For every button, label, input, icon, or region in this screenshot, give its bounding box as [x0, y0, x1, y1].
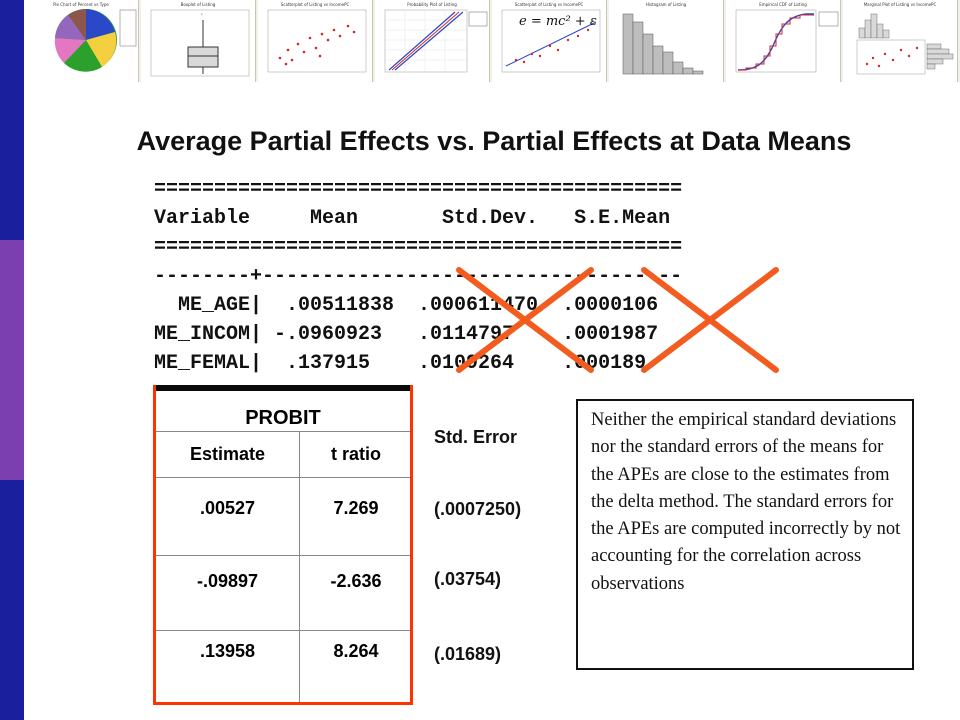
note-box: Neither the empirical standard deviations nor the standard errors of the means for the APEs are close to the estimates from the delta method. The standard errors for the APEs are computed incorrectly by not accounting for the correlation across observations: [576, 399, 914, 670]
thumbnail-empirical-cdf: [726, 0, 841, 82]
std-error-value: (.0007250): [434, 499, 522, 519]
thumbnail-caption: Empirical CDF of Listing: [759, 2, 807, 7]
probit-top-rule: [156, 385, 410, 391]
thumbnail-caption: Boxplot of Listing: [180, 2, 216, 7]
estimate-cell: -.09897: [196, 571, 259, 591]
estimate-cell: .13958: [199, 641, 256, 661]
probit-title: PROBIT: [245, 407, 321, 429]
t-ratio-cell: -2.636: [330, 571, 382, 591]
histogram-thumbnail: [609, 0, 724, 82]
thumbnail-formula-scatter: [492, 0, 607, 82]
left-color-bar: [0, 0, 24, 720]
cross-out-std-dev: [455, 266, 595, 386]
std-error-value: (.03754): [434, 569, 502, 589]
probability-plot-thumbnail: [375, 0, 490, 82]
sidebar-segment-top: [0, 0, 24, 240]
thumbnail-caption: Pie Chart of Percent vs Type: [53, 2, 109, 7]
scatterplot-thumbnail: [258, 0, 373, 82]
sidebar-segment-bottom: [0, 480, 24, 720]
thumbnail-caption: Scatterplot of Listing vs IncomePC: [514, 2, 584, 7]
std-error-label: Std. Error: [434, 427, 518, 447]
output-header: Variable Mean Std.Dev. S.E.Mean: [154, 207, 671, 230]
table-divider: [156, 477, 410, 478]
output-rule: ============================================: [154, 178, 683, 201]
thumbnail-histogram: [609, 0, 724, 82]
output-rule: ============================================: [154, 236, 683, 259]
thumbnail-caption: Histogram of Listing: [645, 2, 687, 7]
output-row-age: ME_AGE| .00511838 .000611470 .0000106: [154, 294, 659, 317]
formula-text: e = mc² + ε: [519, 14, 597, 29]
thumbnail-boxplot: [141, 0, 256, 82]
sidebar-segment-middle: [0, 240, 24, 480]
table-divider: [156, 630, 410, 631]
boxplot-thumbnail: [141, 0, 256, 82]
thumbnail-probability-plot: [375, 0, 490, 82]
probit-table: [153, 385, 413, 705]
header-t-ratio: t ratio: [330, 444, 381, 464]
thumbnail-caption: Scatterplot of Listing vs IncomePC: [280, 2, 350, 7]
thumbnail-caption: Marginal Plot of Listing vs IncomePC: [863, 2, 937, 7]
t-ratio-cell: 7.269: [333, 498, 379, 518]
formula-scatter-thumbnail: [492, 0, 607, 82]
std-error-value: (.01689): [434, 644, 502, 664]
thumbnail-scatterplot: [258, 0, 373, 82]
output-separator: --------+-----------------------------------: [154, 265, 683, 288]
output-row-income: ME_INCOM| -.0960923 .0114797 .0001987: [154, 323, 659, 346]
thumbnail-pie-chart: [24, 0, 139, 82]
estimate-cell: .00527: [199, 498, 256, 518]
header-estimate: Estimate: [189, 444, 266, 464]
table-divider: [156, 431, 410, 432]
table-divider: [156, 555, 410, 556]
thumbnail-marginal-plot: [843, 0, 958, 82]
marginal-plot-thumbnail: [843, 0, 958, 82]
pie-chart-thumbnail: [24, 0, 139, 82]
cross-out-se-mean: [640, 266, 780, 386]
output-row-female: ME_FEMAL| .137915 .0109264 .000189: [154, 352, 647, 375]
thumbnail-caption: Probability Plot of Listing: [407, 2, 457, 7]
t-ratio-cell: 8.264: [333, 641, 379, 661]
svg-text:*: *: [201, 12, 203, 17]
slide-title: Average Partial Effects vs. Partial Effects at Data Means: [136, 126, 852, 156]
thumbnail-strip: [24, 0, 960, 82]
empirical-cdf-thumbnail: [726, 0, 841, 82]
